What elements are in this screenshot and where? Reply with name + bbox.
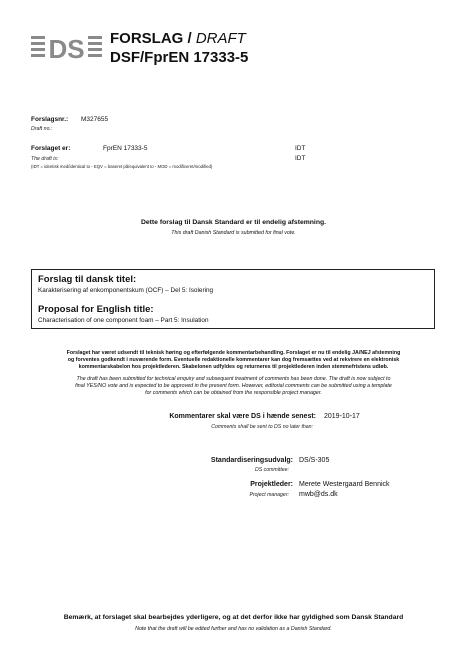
- proposal-no-label: Forslagsnr.:: [31, 116, 69, 123]
- notice-en-line: for comments which can be obtained from the responsible project manager.: [145, 390, 322, 397]
- danish-title: Karakterisering af enkomponentskum (OCF) – Del 5: Isolering: [38, 287, 214, 294]
- committee-value: DS/S-305: [299, 457, 330, 464]
- proposal-is-value: FprEN 17333-5: [103, 145, 148, 152]
- title-draft: DRAFT: [195, 30, 246, 47]
- final-vote-da: Dette forslag til Dansk Standard er til endelig afstemning.: [140, 219, 327, 226]
- final-vote-en: This draft Danish Standard is submitted for final vote.: [171, 230, 296, 236]
- footer-note-da: Bemærk, at forslaget skal bearbejdes yderligere, og at det derfor ikke har gyldighed som Dansk Standard: [63, 614, 404, 621]
- notice-en-line: The draft has been submitted for technical enquiry and subsequent treatment of comments has been done. The draft is now subject to: [76, 376, 391, 382]
- proposal-is-code: IDT: [295, 145, 306, 152]
- manager-name: Merete Westergaard Bennick: [299, 481, 390, 488]
- deadline-value: 2019-10-17: [324, 413, 360, 420]
- notice-da-line: og forventes godkendt i nuværende form. Eventuelle redaktionelle kommentarer kan dog fremsættes ved at rekvirere en elektronisk: [67, 357, 400, 364]
- deadline-label: Kommentarer skal være DS i hænde senest:: [169, 413, 316, 420]
- committee-en: DS committee:: [254, 467, 289, 473]
- ds-logo-text: DS: [48, 34, 85, 63]
- english-title-heading: Proposal for English title:: [38, 304, 154, 315]
- equivalence-legend: (IDT = identisk med/identical to - EQV = baseret på/equivalent to - MOD = modificeret/modified): [31, 164, 213, 169]
- title-box: [31, 269, 435, 329]
- ds-logo: [31, 33, 103, 63]
- manager-en: Project manager:: [249, 492, 289, 498]
- manager-label: Projektleder:: [250, 481, 293, 488]
- notice-en-line: final YES/NO vote and is expected to be approved in the present form. However, editorial comments can be submitted using a template: [75, 383, 392, 390]
- proposal-is-label: Forslaget er:: [31, 145, 71, 152]
- notice-en: [31, 376, 436, 398]
- deadline-en: Comments shall be sent to DS no later than:: [211, 424, 313, 430]
- draft-is-label: The draft is:: [31, 156, 59, 162]
- page-title: [110, 30, 246, 47]
- notice-da-line: Forslaget har været udsendt til teknisk høring og efterfølgende kommentarbehandling. Forslaget er nu til endelig JA/NEJ afstemning: [66, 350, 401, 356]
- draft-is-code: IDT: [295, 155, 306, 162]
- draft-no-label: Draft no.:: [31, 126, 53, 132]
- committee-label: Standardiseringsudvalg:: [210, 457, 293, 464]
- doc-number: DSF/FprEN 17333-5: [110, 49, 249, 66]
- proposal-no-value: M327655: [81, 116, 109, 123]
- english-title: Characterisation of one component foam – Part 5: Insulation: [38, 317, 209, 324]
- notice-da: [31, 350, 436, 372]
- title-forslag: FORSLAG /: [110, 30, 192, 47]
- notice-da-line: kommentarskabelon hos projektlederen. Skabelonen udfyldes og returneres til projektlederen inden stemmefristens udløb.: [78, 364, 389, 371]
- manager-email: mwb@ds.dk: [299, 491, 338, 498]
- footer-note-en: Note that the draft will be edited further and has no validation as a Danish Standard.: [135, 626, 332, 632]
- danish-title-heading: Forslag til dansk titel:: [38, 274, 137, 285]
